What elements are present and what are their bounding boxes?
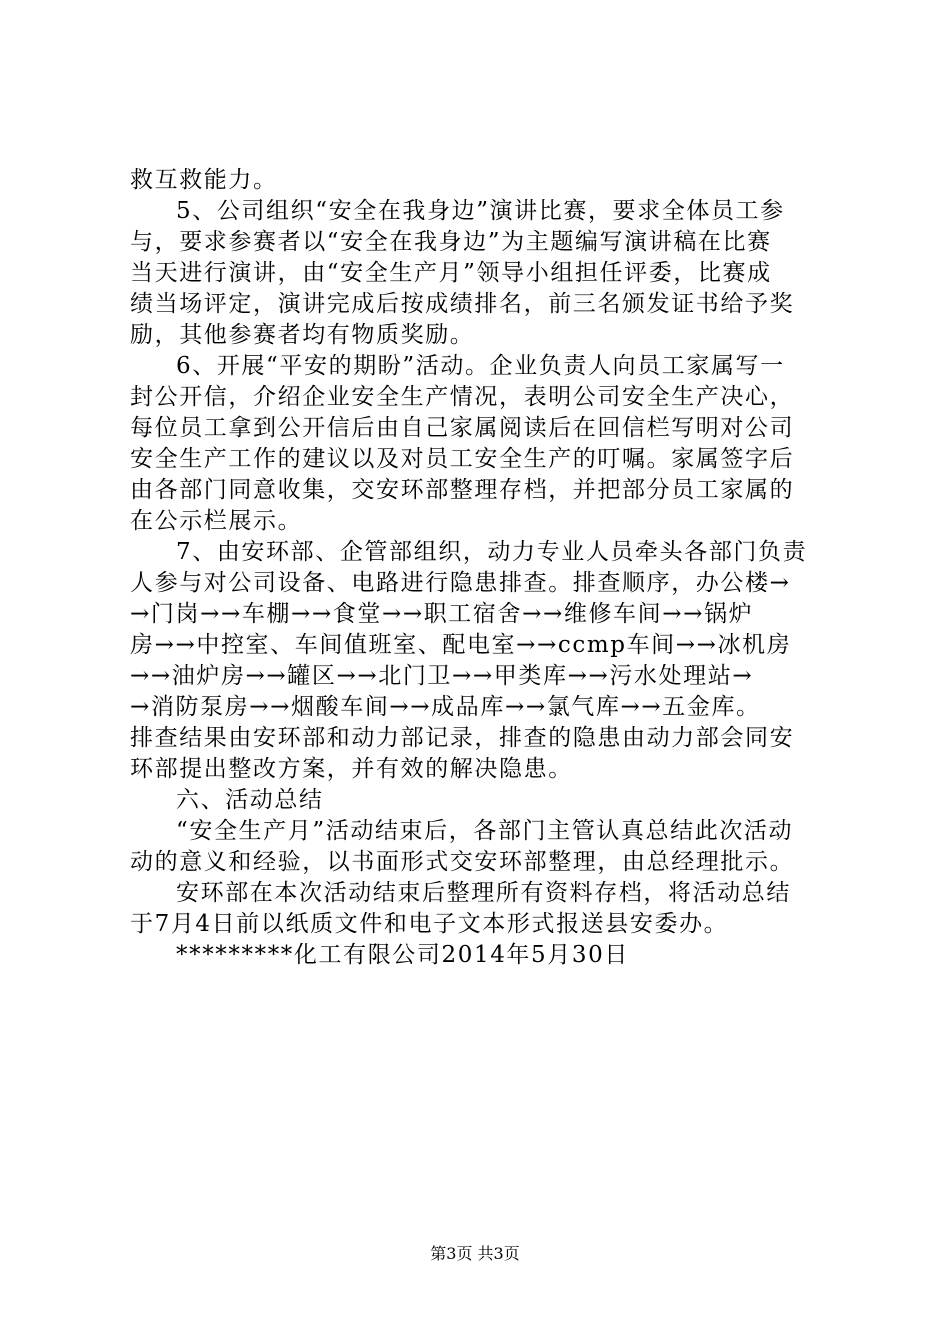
text-line: 6、开展“平安的期盼”活动。企业负责人向员工家属写一 bbox=[176, 353, 785, 379]
text-line: 安全生产工作的建议以及对员工安全生产的叮嘱。家属签字后 bbox=[130, 446, 795, 472]
text-line: 房→→中控室、车间值班室、配电室→→ccmp车间→→冰机房 bbox=[130, 632, 792, 658]
text-line: 每位员工拿到公开信后由自己家属阅读后在回信栏写明对公司 bbox=[130, 415, 795, 441]
text-line: 励，其他参赛者均有物质奖励。 bbox=[130, 322, 475, 348]
text-line: 由各部门同意收集，交安环部整理存档，并把部分员工家属的 bbox=[130, 477, 795, 503]
text-line: *********化工有限公司2014年5月30日 bbox=[176, 942, 629, 968]
text-line: 5、公司组织“安全在我身边”演讲比赛，要求全体员工参 bbox=[176, 198, 785, 224]
text-line: 封公开信，介绍企业安全生产情况，表明公司安全生产决心， bbox=[130, 384, 795, 410]
text-line: “安全生产月”活动结束后，各部门主管认真总结此次活动 bbox=[176, 818, 794, 844]
page-footer: 第3页 共3页 bbox=[430, 1244, 520, 1263]
text-line: 7、由安环部、企管部组织，动力专业人员牵头各部门负责 bbox=[176, 539, 808, 565]
text-line: 环部提出整改方案，并有效的解决隐患。 bbox=[130, 756, 573, 782]
text-line: 动的意义和经验，以书面形式交安环部整理，由总经理批示。 bbox=[130, 849, 795, 875]
text-line: 绩当场评定，演讲完成后按成绩排名，前三名颁发证书给予奖 bbox=[130, 291, 795, 317]
text-line: 救互救能力。 bbox=[130, 167, 278, 193]
text-line: 当天进行演讲，由“安全生产月”领导小组担任评委，比赛成 bbox=[130, 260, 772, 286]
text-line: →门岗→→车棚→→食堂→→职工宿舍→→维修车间→→锅炉 bbox=[130, 601, 754, 627]
text-line: 与，要求参赛者以“安全在我身边”为主题编写演讲稿在比赛 bbox=[130, 229, 772, 255]
text-line: →→油炉房→→罐区→→北门卫→→甲类库→→污水处理站→ bbox=[130, 663, 754, 689]
text-line: 排查结果由安环部和动力部记录，排查的隐患由动力部会同安 bbox=[130, 725, 795, 751]
text-line: 人参与对公司设备、电路进行隐患排查。排查顺序，办公楼→ bbox=[130, 570, 791, 596]
text-line: 安环部在本次活动结束后整理所有资料存档，将活动总结 bbox=[176, 880, 791, 906]
text-line: 在公示栏展示。 bbox=[130, 508, 303, 534]
text-line: 于7月4日前以纸质文件和电子文本形式报送县安委办。 bbox=[130, 911, 729, 937]
text-line: 六、活动总结 bbox=[176, 787, 324, 813]
text-line: →消防泵房→→烟酸车间→→成品库→→氯气库→→五金库。 bbox=[130, 694, 761, 720]
document-body bbox=[130, 165, 830, 971]
